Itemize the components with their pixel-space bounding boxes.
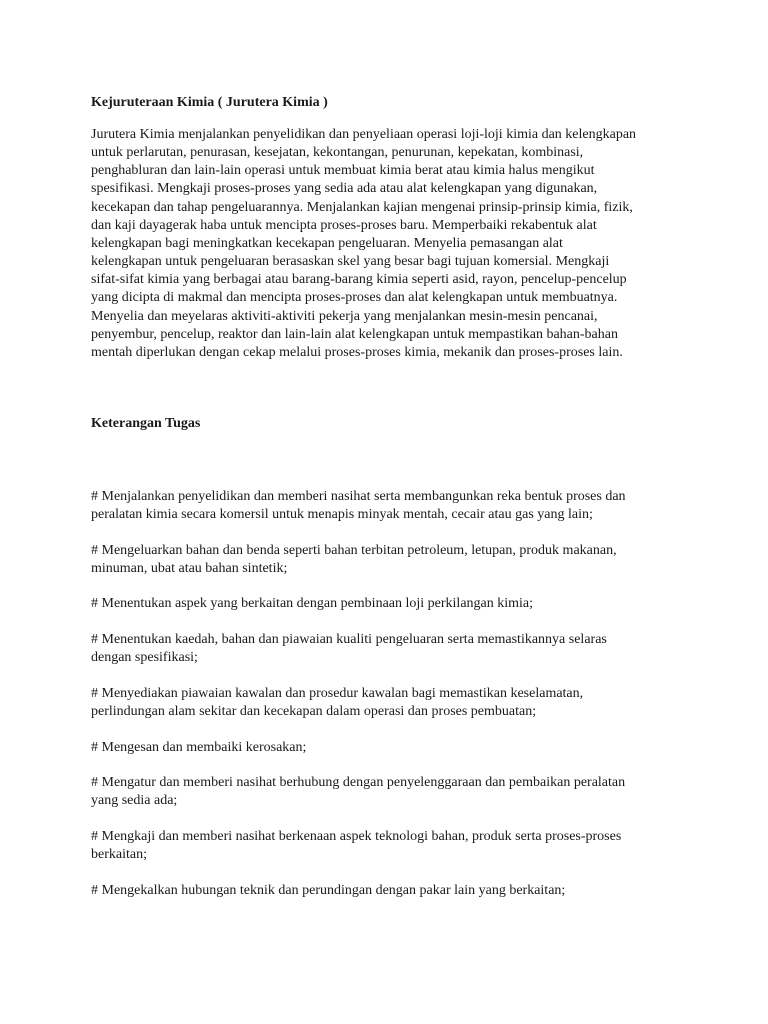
- intro-line: kelengkapan untuk pengeluaran berasaskan skel yang besar bagi tujuan komersial. Mengkaji: [91, 254, 610, 270]
- intro-line: Jurutera Kimia menjalankan penyelidikan dan penyeliaan operasi loji-loji kimia dan kelengkapan: [91, 127, 637, 142]
- task-line: dengan spesifikasi;: [91, 650, 198, 666]
- task-line: berkaitan;: [91, 847, 147, 863]
- task-line: # Mengekalkan hubungan teknik dan perundingan dengan pakar lain yang berkaitan;: [91, 883, 566, 898]
- task-line: # Menentukan aspek yang berkaitan dengan pembinaan loji perkilangan kimia;: [91, 596, 534, 611]
- task-line: peralatan kimia secara komersil untuk menapis minyak mentah, cecair atau gas yang lain;: [91, 507, 593, 523]
- intro-line: yang dicipta di makmal dan mencipta proses-proses dan alat kelengkapan untuk membuatnya.: [91, 290, 618, 306]
- task-line: yang sedia ada;: [91, 793, 178, 809]
- task-line: # Menjalankan penyelidikan dan memberi nasihat serta membangunkan reka bentuk proses dan: [91, 489, 626, 504]
- task-item: [91, 488, 691, 525]
- intro-line: penghabluran dan lain-lain operasi untuk membuat kimia berat atau kimia halus mengikut: [91, 163, 595, 179]
- document-title: Kejuruteraan Kimia ( Jurutera Kimia ): [91, 95, 328, 110]
- task-line: # Menyediakan piawaian kawalan dan prosedur kawalan bagi memastikan keselamatan,: [91, 686, 584, 701]
- section-heading: Keterangan Tugas: [91, 416, 201, 431]
- intro-line: penyembur, pencelup, reaktor dan lain-lain alat kelengkapan untuk mempastikan bahan-bahan: [91, 326, 618, 342]
- task-item: [91, 774, 691, 811]
- intro-line: dan kaji dayagerak haba untuk mencipta proses-proses baru. Memperbaiki rekabentuk alat: [91, 217, 597, 233]
- intro-line: untuk perlarutan, penurasan, kesejatan, kekontangan, penurunan, kepekatan, kombinasi,: [91, 145, 584, 161]
- task-line: # Mengatur dan memberi nasihat berhubung dengan penyelenggaraan dan pembaikan peralatan: [91, 775, 626, 790]
- task-line: # Mengesan dan membaiki kerosakan;: [91, 740, 307, 755]
- task-item: [91, 595, 691, 613]
- task-line: # Mengeluarkan bahan dan benda seperti bahan terbitan petroleum, letupan, produk makanan,: [91, 543, 617, 558]
- task-item: [91, 882, 691, 900]
- task-item: [91, 828, 691, 865]
- task-item: [91, 542, 691, 579]
- task-item: [91, 739, 691, 757]
- task-line: perlindungan alam sekitar dan kecekapan dalam operasi dan proses pembuatan;: [91, 704, 537, 720]
- intro-line: spesifikasi. Mengkaji proses-proses yang sedia ada atau alat kelengkapan yang digunakan,: [91, 181, 598, 197]
- task-line: # Mengkaji dan memberi nasihat berkenaan aspek teknologi bahan, produk serta proses-proses: [91, 829, 622, 844]
- intro-line: mentah diperlukan dengan cekap melalui proses-proses kimia, mekanik dan proses-proses lain.: [91, 344, 623, 360]
- task-item: [91, 685, 691, 722]
- intro-line: sifat-sifat kimia yang berbagai atau barang-barang kimia seperti asid, rayon, pencelup-pencelup: [91, 272, 627, 288]
- intro-line: kecekapan dan tahap pengeluarannya. Menjalankan kajian mengenai prinsip-prinsip kimia, fizik,: [91, 199, 633, 215]
- task-item: [91, 631, 691, 668]
- intro-line: Menyelia dan meyelaras aktiviti-aktiviti pekerja yang menjalankan mesin-mesin pencanai,: [91, 308, 598, 324]
- intro-paragraph: [91, 126, 691, 362]
- task-line: # Menentukan kaedah, bahan dan piawaian kualiti pengeluaran serta memastikannya selaras: [91, 632, 607, 647]
- task-line: minuman, ubat atau bahan sintetik;: [91, 561, 288, 577]
- intro-line: kelengkapan bagi meningkatkan kecekapan pengeluaran. Menyelia pemasangan alat: [91, 235, 563, 251]
